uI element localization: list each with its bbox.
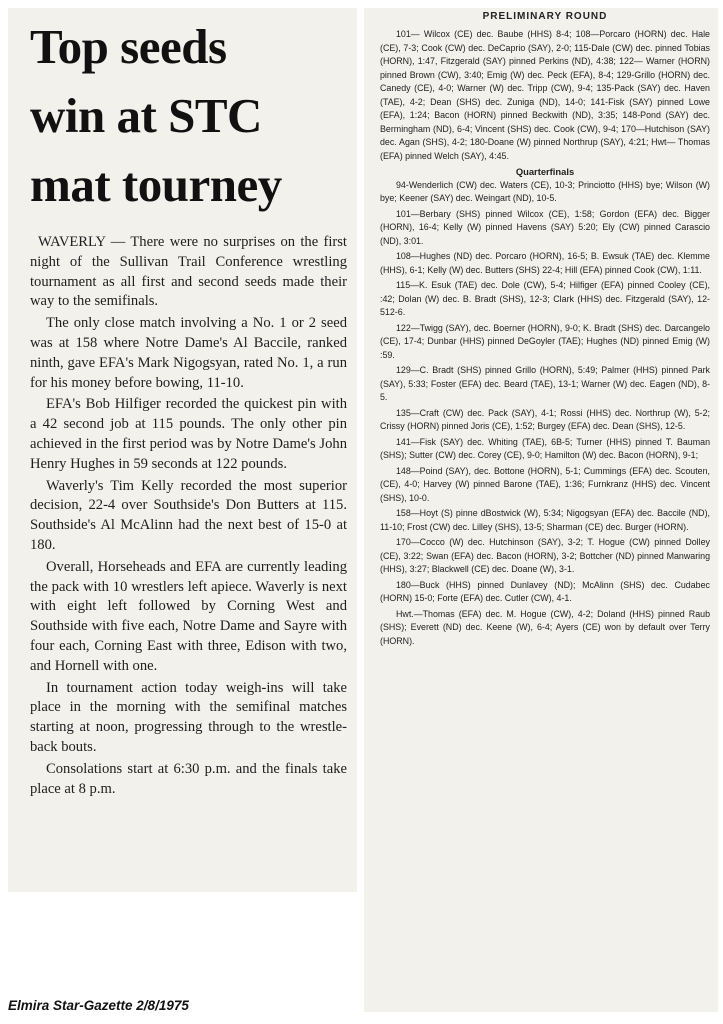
quarterfinal-170: 170—Cocco (W) dec. Hutchinson (SAY), 3-2; T. Hogue (CW) pinned Dolley (CE), 3:22; Swan (EFA) dec. Bacon (HORN), 3-2; Bottcher (ND) pinned Manwaring (HHS), 3:27; Blackwell (CE) dec. Doane (W), 3-1.	[380, 537, 710, 574]
quarterfinal-115: 115—K. Esuk (TAE) dec. Dole (CW), 5-4; Hilfiger (EFA) pinned Cooley (CE), :42; Dolan (W) dec. B. Bradt (SHS), 12-3; Clark (HHS) dec. Fitzgerald (SAY), 12-512-6.	[380, 280, 710, 317]
headline	[30, 12, 347, 219]
quarterfinal-129: 129—C. Bradt (SHS) pinned Grillo (HORN), 5:49; Palmer (HHS) pinned Park (SAY), 5:33; Foster (EFA) dec. Beard (TAE), 13-1; Warner (W) dec. Eagen (ND), 8-5.	[380, 365, 710, 402]
article-paragraph-1: WAVERLY — There were no surprises on the first night of the Sullivan Trail Conference wrestling tournament as all first and second seeds made their way to the semifinals.	[30, 234, 347, 310]
article-clipping	[8, 8, 357, 892]
article-paragraph-6: In tournament action today weigh-ins will take place in the morning with the semifinal matches starting at noon, progressing through to the wrestle-back bouts.	[30, 679, 347, 755]
quarterfinal-108: 108—Hughes (ND) dec. Porcaro (HORN), 16-5; B. Ewsuk (TAE) dec. Klemme (HHS), 6-1; Kelly (W) dec. Butters (SHS) 22-4; Hill (EFA) pinned Cook (CW), 1:11.	[380, 251, 710, 275]
article-paragraph-2: The only close match involving a No. 1 or 2 seed was at 158 where Notre Dame's Al Baccile, ranked ninth, gave EFA's Mark Nigogsyan, rated No. 1, a run for his money before bowing, 11-10.	[30, 315, 347, 391]
quarterfinals-heading: Quarterfinals	[515, 166, 575, 177]
results-clipping	[364, 8, 718, 1012]
article-paragraph-3: EFA's Bob Hilfiger recorded the quickest pin with a 42 second job at 115 pounds. The only other pin achieved in the first period was by Notre Dame's John Henry Hughes in 59 seconds at 122 pounds.	[30, 396, 347, 472]
quarterfinal-122: 122—Twigg (SAY), dec. Boerner (HORN), 9-0; K. Bradt (SHS) dec. Darcangelo (CE), 17-4; Dunbar (HHS) pinned DeGoyler (TAE); Hughes (ND) pinned Emig (W) :59.	[380, 322, 710, 360]
quarterfinal-101: 101—Berbary (SHS) pinned Wilcox (CE), 1:58; Gordon (EFA) dec. Bigger (HORN), 16-4; Kelly (W) pinned Havens (SAY) 5:20; Ely (CW) pinned Carascio (ND), 3:01.	[380, 208, 710, 246]
article-paragraph-7: Consolations start at 6:30 p.m. and the finals take place at 8 p.m.	[30, 760, 347, 797]
article-paragraph-4: Waverly's Tim Kelly recorded the most superior decision, 22-4 over Southside's Don Butters at 115. Southside's Al McAlinn had the next best of 15-0 at 180.	[30, 477, 347, 553]
quarterfinal-158: 158—Hoyt (S) pinne dBostwick (W), 5:34; Nigogsyan (EFA) dec. Baccile (ND), 11-10; Frost (CW) dec. Lilley (SHS), 13-5; Sharman (CE) dec. Burger (HORN).	[380, 508, 710, 532]
headline-line-1: Top seeds	[30, 19, 227, 74]
quarterfinal-94: 94-Wenderlich (CW) dec. Waters (CE), 10-3; Princiotto (HHS) bye; Wilson (W) bye; Keener (SAY) dec. Weingart (ND), 10-5.	[380, 179, 710, 203]
quarterfinal-180: 180—Buck (HHS) pinned Dunlavey (ND); McAlinn (SHS) dec. Cudabec (HORN) 15-0; Forte (EFA) dec. Cutler (CW), 4-1.	[380, 579, 710, 603]
quarterfinal-135: 135—Craft (CW) dec. Pack (SAY), 4-1; Rossi (HHS) dec. Northrup (W), 5-2; Crissy (HORN) pinned Joris (CE), 1:52; Burgey (EFA) dec. Dean (SHS), 12-5.	[380, 407, 710, 431]
quarterfinal-heavyweight: Hwt.—Thomas (EFA) dec. M. Hogue (CW), 4-2; Doland (HHS) pinned Raub (SHS); Everett (ND) dec. Keene (W), 6-4; Ayers (CE) won by default over Terry (HORN).	[380, 608, 710, 646]
source-caption: Elmira Star-Gazette 2/8/1975	[8, 998, 189, 1013]
headline-line-3: mat tourney	[30, 157, 282, 212]
headline-line-2: win at STC	[30, 88, 262, 143]
preliminary-results: 101— Wilcox (CE) dec. Baube (HHS) 8-4; 108—Porcaro (HORN) dec. Hale (CE), 7-3; Cook (CW) dec. DeCaprio (SAY), 2-0; 115-Dale (CW) dec. pinned Tobias (HORN), 1:47, Fitzgerald (SAY) pinned Perkins (ND), 4:38; 122— Warner (HORN) pinned Brown (CW), 3:40; Emig (W) dec. Peck (EFA), 8-4; 129-Grillo (HORN) dec. Canedy (CE), 4-0; Warner (W) dec. Tripp (CW), 9-4; 135-Pack (SAY) dec. Haven (TAE), 4-2; Dean (SHS) dec. Zuniga (ND), 14-0; 141-Fisk (SAY) pinned Lowe (EFA), 1:24; Bacon (HORN) pinned Beckwith (ND), 3:35; 148-Pond (SAY) dec. Bermingham (ND), 6-4; Vincent (SHS) dec. Cook (CW), 9-4; 170—Hutchison (SAY) dec. Agan (SHS), 4-2; 180-Doane (W) pinned Northrup (SAY), 4:21; Hwt— Thomas (EFA) pinned Welch (SAY), 4:45.	[380, 29, 710, 161]
quarterfinal-141: 141—Fisk (SAY) dec. Whiting (TAE), 6B-5; Turner (HHS) pinned T. Bauman (SHS); Sutter (CW) dec. Corey (CE), 9-0; Hamilton (W) dec. Bacon (HORN), 9-1;	[380, 436, 710, 460]
preliminary-round-heading: PRELIMINARY ROUND	[482, 11, 608, 22]
quarterfinal-148: 148—Poind (SAY), dec. Bottone (HORN), 5-1; Cummings (EFA) dec. Scouten, (CE), 4-0; Harvey (W) pinned Barone (TAE), 1:36; Furnkranz (HHS) dec. Vincent (SHS), 10-0.	[380, 465, 710, 503]
article-paragraph-5: Overall, Horseheads and EFA are currently leading the pack with 10 wrestlers left apiece. Waverly is next with eight left followed by Corning West and Southside with five each, Notre Dame and Sayre with four each, Corning East with three, Edison with two, and Hornell with one.	[30, 558, 347, 674]
